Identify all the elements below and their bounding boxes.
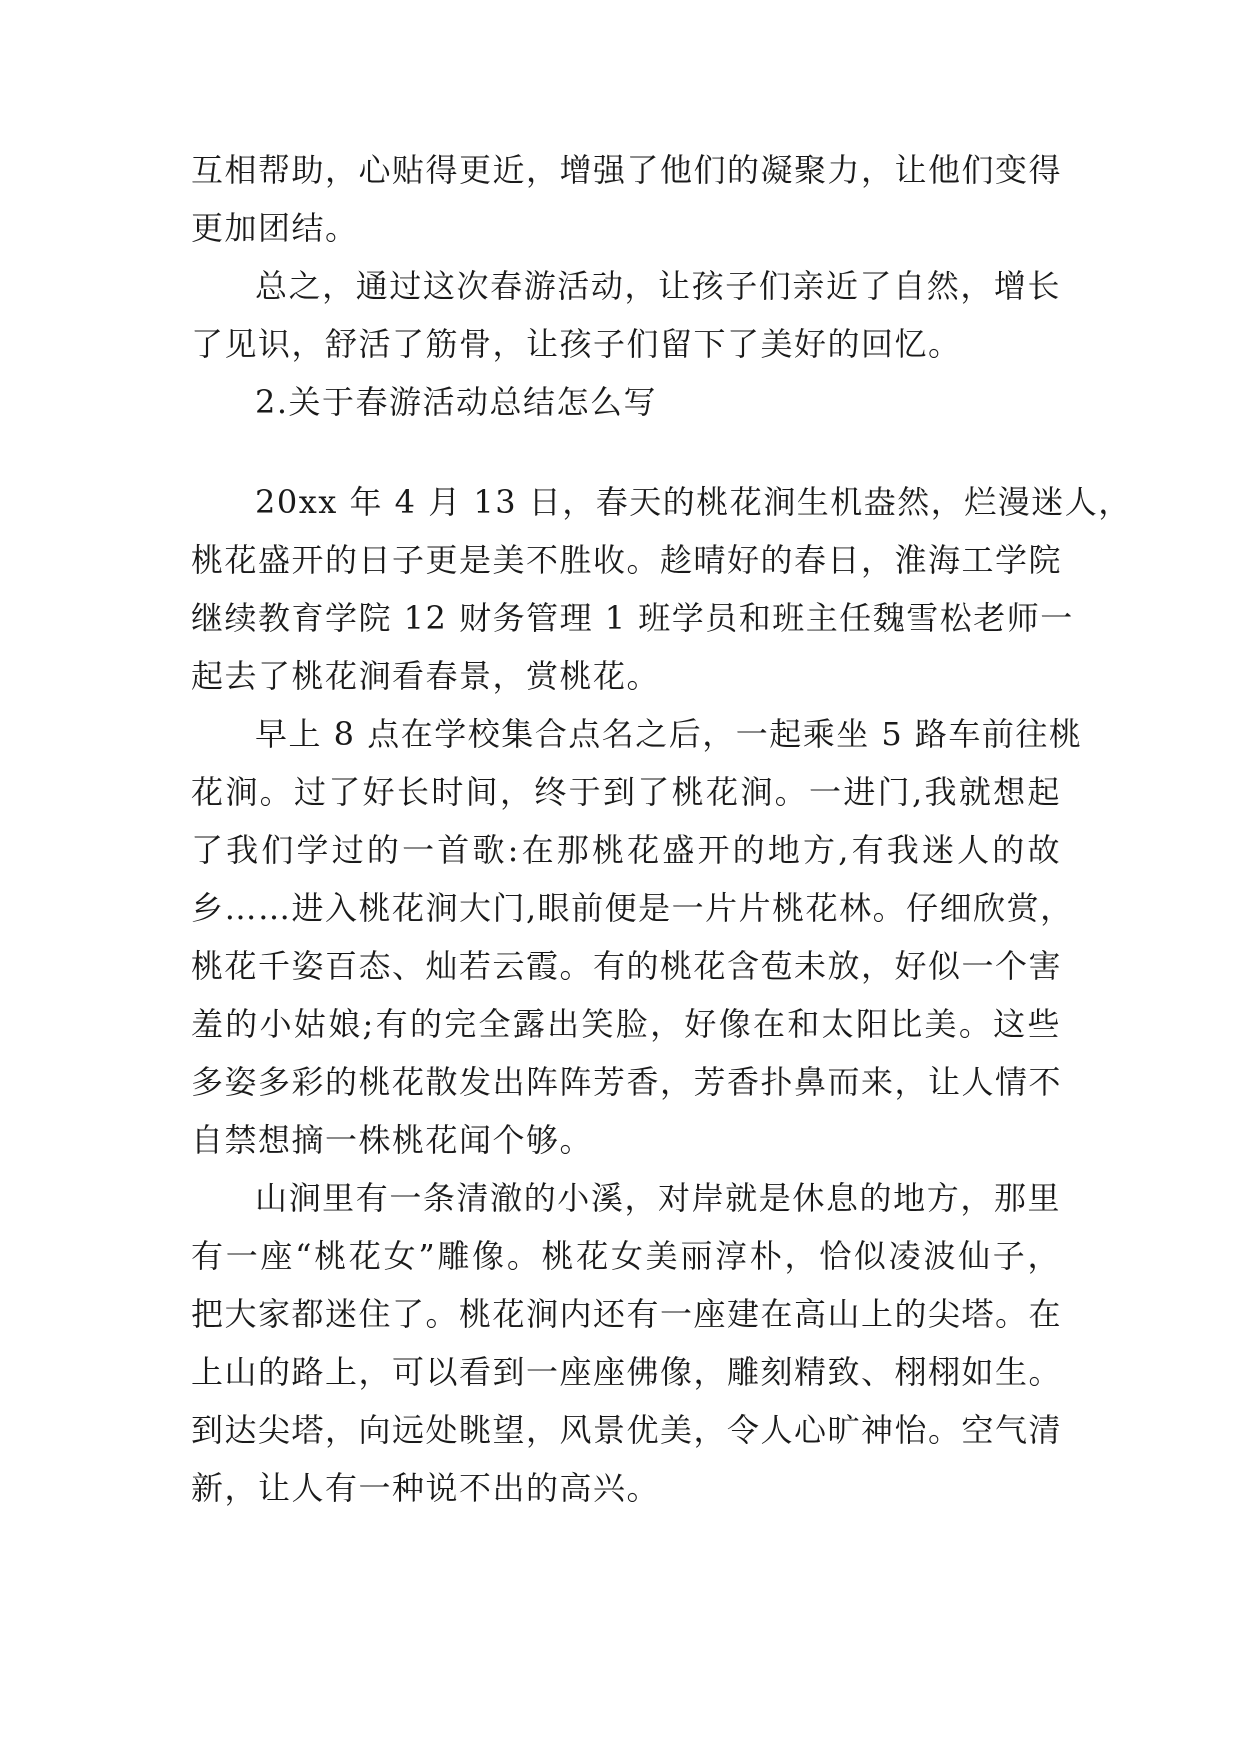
text-line: 互相帮助，心贴得更近，增强了他们的凝聚力，让他们变得: [191, 151, 1063, 189]
text-line: 20xx 年 4 月 13 日，春天的桃花涧生机盎然，烂漫迷人，: [255, 483, 1132, 521]
text-line: 早上 8 点在学校集合点名之后，一起乘坐 5 路车前往桃: [255, 715, 1083, 753]
text-line: 桃花盛开的日子更是美不胜收。趁晴好的春日，淮海工学院: [191, 541, 1063, 579]
text-line: 继续教育学院 12 财务管理 1 班学员和班主任魏雪松老师一: [191, 599, 1074, 637]
text-line: 起去了桃花涧看春景，赏桃花。: [191, 657, 661, 695]
text-line: 桃花千姿百态、灿若云霞。有的桃花含苞未放，好似一个害: [191, 947, 1063, 985]
text-line: 自禁想摘一株桃花闻个够。: [191, 1121, 594, 1159]
text-line: 有一座“桃花女”雕像。桃花女美丽淳朴，恰似凌波仙子，: [191, 1237, 1061, 1275]
text-line: 乡……进入桃花涧大门,眼前便是一片片桃花林。仔细欣赏，: [191, 889, 1074, 927]
text-line: 到达尖塔，向远处眺望，风景优美，令人心旷神怡。空气清: [191, 1411, 1063, 1449]
text-line: 了我们学过的一首歌:在那桃花盛开的地方,有我迷人的故: [191, 831, 1061, 869]
text-line: 新，让人有一种说不出的高兴。: [191, 1469, 661, 1507]
text-line: 羞的小姑娘;有的完全露出笑脸，好像在和太阳比美。这些: [191, 1005, 1061, 1043]
section-heading: 2.关于春游活动总结怎么写: [255, 383, 658, 421]
text-line: 多姿多彩的桃花散发出阵阵芳香，芳香扑鼻而来，让人情不: [191, 1063, 1063, 1101]
text-line: 把大家都迷住了。桃花涧内还有一座建在高山上的尖塔。在: [191, 1295, 1063, 1333]
text-line: 了见识，舒活了筋骨，让孩子们留下了美好的回忆。: [191, 325, 962, 363]
text-line: 总之，通过这次春游活动，让孩子们亲近了自然，增长: [255, 267, 1061, 305]
text-line: 山涧里有一条清澈的小溪，对岸就是休息的地方，那里: [255, 1179, 1061, 1217]
text-line: 花涧。过了好长时间，终于到了桃花涧。一进门,我就想起: [191, 773, 1061, 811]
text-line: 更加团结。: [191, 209, 359, 247]
text-line: 上山的路上，可以看到一座座佛像，雕刻精致、栩栩如生。: [191, 1353, 1063, 1391]
